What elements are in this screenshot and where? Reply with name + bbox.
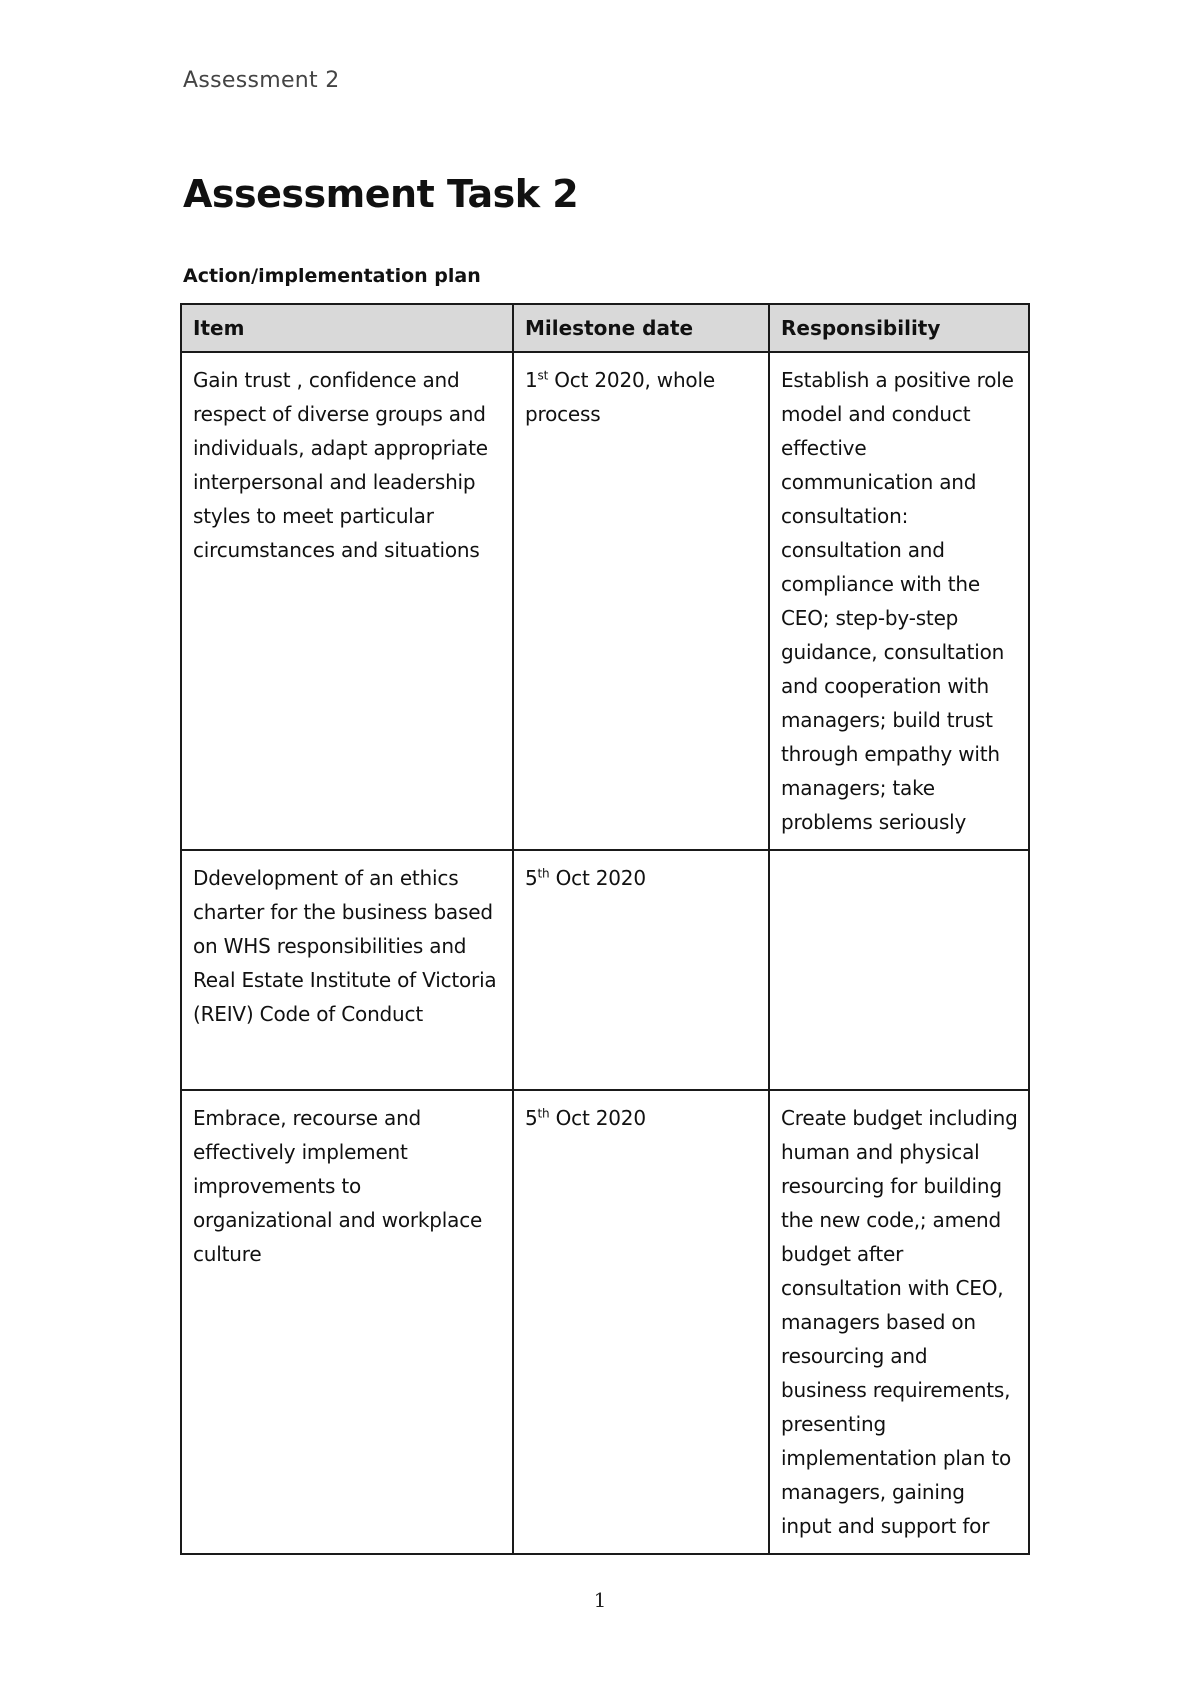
date-rest: Oct 2020 <box>549 1106 646 1130</box>
date-ordinal-suffix: th <box>537 866 550 881</box>
document-title: Assessment Task 2 <box>183 172 579 216</box>
section-heading: Action/implementation plan <box>183 265 481 287</box>
running-header: Assessment 2 <box>183 68 340 93</box>
table-row <box>181 850 1029 1090</box>
date-day: 5 <box>525 866 538 890</box>
item-cell: Embrace, recourse and effectively implement improvements to organizational and workplace culture <box>181 1090 513 1554</box>
milestone-date-cell <box>513 1090 769 1554</box>
table-row <box>181 352 1029 850</box>
responsibility-cell: Establish a positive role model and conduct effective communication and consultation: consultation and compliance with the CEO; step-by-step guidance, consultation and cooperation with managers; build trust through empathy with managers; take problems seriously <box>769 352 1029 850</box>
column-header-item: Item <box>181 304 513 352</box>
date-rest: Oct 2020 <box>549 866 646 890</box>
page-number: 1 <box>593 1588 607 1612</box>
responsibility-cell: Create budget including human and physical resourcing for building the new code,; amend budget after consultation with CEO, managers based on resourcing and business requirements, presenting implementation plan to managers, gaining input and support for <box>769 1090 1029 1554</box>
item-cell: Ddevelopment of an ethics charter for the business based on WHS responsibilities and Real Estate Institute of Victoria (REIV) Code of Conduct <box>181 850 513 1090</box>
column-header-milestone-date: Milestone date <box>513 304 769 352</box>
table-header-row <box>181 304 1029 352</box>
date-day: 5 <box>525 1106 538 1130</box>
responsibility-cell <box>769 850 1029 1090</box>
date-ordinal-suffix: st <box>537 368 549 383</box>
column-header-responsibility: Responsibility <box>769 304 1029 352</box>
table-row <box>181 1090 1029 1554</box>
milestone-date-cell <box>513 850 769 1090</box>
action-plan-table <box>180 303 1030 1555</box>
item-cell: Gain trust , confidence and respect of diverse groups and individuals, adapt appropriate interpersonal and leadership styles to meet particular circumstances and situations <box>181 352 513 850</box>
date-rest: Oct 2020, whole process <box>525 368 715 426</box>
milestone-date-cell <box>513 352 769 850</box>
date-ordinal-suffix: th <box>537 1106 550 1121</box>
date-day: 1 <box>525 368 538 392</box>
